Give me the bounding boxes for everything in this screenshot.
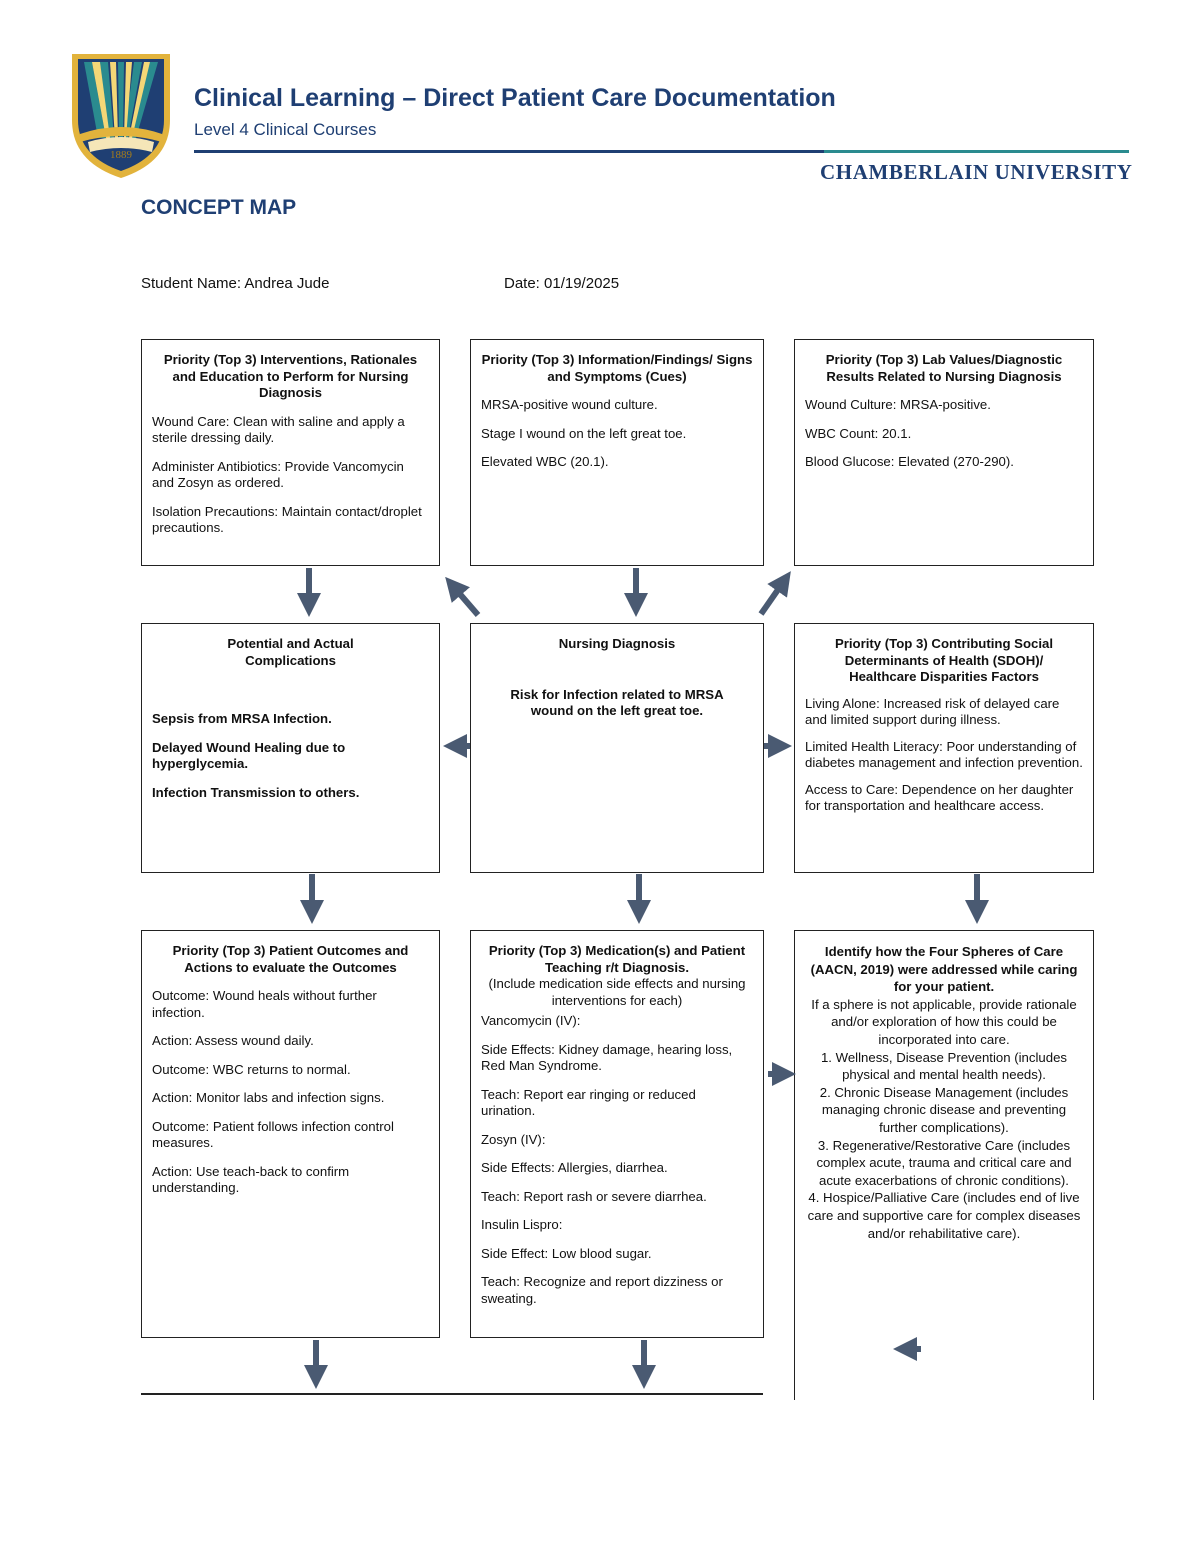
medication-item: Side Effect: Low blood sugar. [481, 1245, 652, 1261]
cues-box [470, 339, 764, 566]
complications-box [141, 623, 440, 873]
intervention-item: Isolation Precautions: Maintain contact/droplet precautions. [152, 503, 422, 535]
spheres-line: and/or exploration of how this could be incorporated into care. [831, 1014, 1057, 1047]
intervention-item: Wound Care: Clean with saline and apply a sterile dressing daily. [152, 413, 405, 445]
university-shield-logo [66, 50, 176, 182]
outcome-item: Outcome: Wound heals without further infection. [152, 988, 377, 1020]
labs-box [794, 339, 1094, 566]
university-name: CHAMBERLAIN UNIVERSITY [820, 160, 1133, 184]
complication-item: Sepsis from MRSA Infection. [152, 711, 332, 726]
four-spheres-box [794, 930, 1094, 1400]
header-rule [194, 150, 824, 153]
medication-item: Teach: Report rash or severe diarrhea. [481, 1188, 707, 1204]
complications-heading: Potential and Actual Complications [227, 636, 354, 668]
intervention-item: Administer Antibiotics: Provide Vancomycin and Zosyn as ordered. [152, 458, 404, 490]
logo-year: 1889 [110, 149, 132, 161]
date: Date: 01/19/2025 [504, 275, 620, 292]
page-subtitle: Level 4 Clinical Courses [194, 120, 377, 139]
cues-heading: Priority (Top 3) Information/Findings/ Signs and Symptoms (Cues) [481, 352, 753, 384]
spheres-line: 2. Chronic Disease Management (includes managing chronic disease and preventing further complications). [819, 1084, 1069, 1135]
spheres-line: 4. Hospice/Palliative Care (includes end of live care and supportive care for complex diseases and/or rehabilitative care). [807, 1190, 1081, 1241]
complication-item: Infection Transmission to others. [152, 784, 360, 800]
medication-item: Insulin Lispro: [481, 1217, 563, 1232]
spheres-line: 1. Wellness, Disease Prevention (includes physical and mental health needs). [820, 1049, 1068, 1083]
sdoh-item: Limited Health Literacy: Poor understanding of diabetes management and infection prevention. [805, 738, 1083, 770]
arrow-up-right [761, 581, 784, 614]
medication-item: Side Effects: Kidney damage, hearing loss, Red Man Syndrome. [481, 1041, 733, 1073]
lab-item: Wound Culture: MRSA-positive. [805, 397, 991, 412]
lab-item: Blood Glucose: Elevated (270-290). [805, 454, 1014, 469]
lab-item: WBC Count: 20.1. [805, 425, 912, 441]
medication-item: Teach: Report ear ringing or reduced urination. [481, 1086, 696, 1118]
medication-item: Zosyn (IV): [481, 1131, 546, 1147]
cue-item: Stage I wound on the left great toe. [481, 425, 687, 441]
outcome-item: Outcome: WBC returns to normal. [152, 1061, 351, 1077]
diagnosis-text: Risk for Infection related to MRSA wound on the left great toe. [510, 686, 724, 718]
medication-item: Side Effects: Allergies, diarrhea. [481, 1160, 668, 1175]
diagnosis-heading: Nursing Diagnosis [558, 636, 676, 651]
outcomes-heading: Priority (Top 3) Patient Outcomes and Actions to evaluate the Outcomes [172, 943, 409, 975]
outcome-item: Outcome: Patient follows infection control measures. [152, 1118, 394, 1150]
medications-box [470, 930, 764, 1338]
interventions-box [141, 339, 440, 566]
nursing-diagnosis-box [470, 623, 764, 873]
arrow-up-left [453, 586, 478, 615]
spheres-line: 3. Regenerative/Restorative Care (includes complex acute, trauma and critical care and acute exacerbations of chronic conditions). [816, 1137, 1072, 1188]
outcome-item: Action: Use teach-back to confirm understanding. [152, 1163, 350, 1195]
sdoh-heading: Priority (Top 3) Contributing Social Determinants of Health (SDOH)/ Healthcare Disparities Factors [834, 636, 1054, 684]
concept-map-heading: CONCEPT MAP [141, 196, 297, 219]
complication-item: Delayed Wound Healing due to hyperglycemia. [152, 739, 346, 771]
cue-item: Elevated WBC (20.1). [481, 454, 609, 469]
medication-item: Teach: Recognize and report dizziness or sweating. [481, 1274, 723, 1306]
cue-item: MRSA-positive wound culture. [481, 397, 658, 412]
medications-heading: Priority (Top 3) Medication(s) and Patient Teaching r/t Diagnosis. [488, 943, 746, 975]
sdoh-box [794, 623, 1094, 873]
medication-item: Vancomycin (IV): [481, 1013, 581, 1028]
outcome-item: Action: Monitor labs and infection signs. [152, 1090, 385, 1105]
spheres-heading: Identify how the Four Spheres of Care (AACN, 2019) were addressed while caring for your patient. [810, 944, 1078, 995]
labs-heading: Priority (Top 3) Lab Values/Diagnostic Results Related to Nursing Diagnosis [825, 352, 1063, 384]
medications-subheading: (Include medication side effects and nursing interventions for each) [488, 976, 746, 1008]
outcomes-box [141, 930, 440, 1338]
page-title: Clinical Learning – Direct Patient Care Documentation [194, 84, 836, 112]
sdoh-item: Living Alone: Increased risk of delayed care and limited support during illness. [805, 695, 1060, 727]
outcome-item: Action: Assess wound daily. [152, 1033, 314, 1048]
header-rule-accent [824, 150, 1129, 153]
student-name: Student Name: Andrea Jude [141, 275, 330, 292]
spheres-line: If a sphere is not applicable, provide rationale [811, 996, 1077, 1012]
bottom-rule [141, 1393, 763, 1395]
sdoh-item: Access to Care: Dependence on her daughter for transportation and healthcare access. [805, 781, 1074, 813]
interventions-heading: Priority (Top 3) Interventions, Rationales and Education to Perform for Nursing Diagnosis [163, 352, 418, 400]
